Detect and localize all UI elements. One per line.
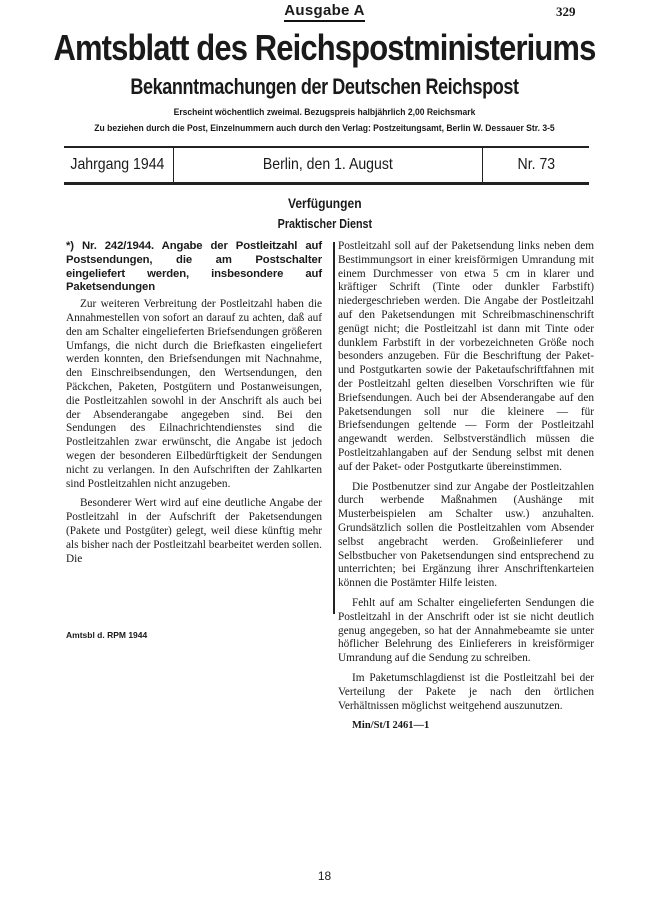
page-number-top: 329	[556, 4, 576, 19]
masthead-issue-cell	[483, 148, 589, 182]
masthead-issue-number: Nr. 73	[517, 156, 555, 173]
section-title: Verfügungen	[287, 195, 362, 211]
publication-info-frequency-price: Erscheint wöchentlich zweimal. Bezugspreis halbjährlich 2,00 Reichsmark	[173, 107, 476, 118]
edition-label: Ausgabe A	[0, 2, 649, 19]
masthead-volume: Jahrgang 1944	[70, 156, 165, 173]
section-subtitle: Praktischer Dienst	[277, 217, 372, 231]
column-divider	[333, 242, 335, 614]
publication-subtitle: Bekanntmachungen der Deutschen Reichspost	[130, 74, 519, 99]
reference-number: Min/St/I 2461—1	[352, 720, 430, 732]
article-paragraph: Besonderer Wert wird auf eine deutliche Angabe der Postleitzahl in der Aufschrift der Paketsendungen (Pakete und Postgüter) gelegt, weil diese künftig mehr als bisher nach der Postleitzahl bearbeitet werden sollen. Die	[66, 497, 322, 565]
page-number-bottom: 18	[317, 869, 332, 883]
masthead-place-date: Berlin, den 1. August	[263, 156, 393, 173]
masthead-date-cell	[174, 148, 483, 182]
article-paragraph: Zur weiteren Verbreitung der Postleitzahl haben die Annahmestellen von sofort an darauf zu achten, daß auf den am Schalter eingelieferten Briefsendungen größeren Umfangs, die nicht durch die Briefkasten eingeliefert werden konnten, den Briefsendungen mit Nachnahme, den Einschreibsendungen, den Wertsendungen, den Päckchen, Paketen, Postgütern und Postanweisungen, die Postleitzahlen sowohl in der Anschrift als auch bei der Absenderangabe angegeben sind. Bei den Sendungen des Eilnachrichtendienstes sind die Postleitzahlen zwar erwünscht, die Angabe ist jedoch wegen der besonderen Eilbedürftigkeit der Sendungen nicht zu verlangen. In den Aufschriften der Zahlkarten sind Postleitzahlen nicht anzugeben.	[66, 298, 322, 490]
article-heading: *) Nr. 242/1944. Angabe der Postleitzahl auf Postsendungen, die am Postschalter eingeliefert werden, insbesondere auf Paketsendungen	[66, 240, 322, 294]
publication-info-distribution: Zu beziehen durch die Post, Einzelnummern auch durch den Verlag: Postzeitungsamt, Berlin W. Dessauer Str. 3-5	[94, 123, 555, 134]
article-paragraph: Postleitzahl soll auf der Paketsendung links neben dem Bestimmungsort in einer kreisförmigen Umrandung mit einem Durchmesser von etwa 5 cm in klarer und kräftiger Schrift (Tinte oder dunkler Farbstift) niedergeschrieben werden. Die Angabe der Postleitzahl auf den Paketsendungen mit Schreibmaschinenschrift genügt nicht; die Postleitzahl ist dann mit Tinte oder dunklem Farbstift in der vorbezeichneten Größe noch besonders anzugeben. Für die Beschriftung der Paket- und Postgutkarten sowie der Paketaufschriftfahnen mit der Postleitzahl gelten dieselben Vorschriften wie für Briefsendungen. Auch bei der Absenderangabe auf den Paketsendungen soll nur die kleinere — für Briefsendungen geltende — Form der Postleitzahl angewandt werden. Selbstverständlich müssen die Postleitzahlangaben auf der Sendung selbst mit denen auf der Paket- oder Postgutkarte übereinstimmen.	[338, 240, 594, 473]
article-paragraph: Die Postbenutzer sind zur Angabe der Postleitzahlen durch werbende Maßnahmen (Aushänge mit Musterbeispielen am Schalter usw.) anzuhalten. Grundsätzlich sollen die Postleitzahlen vom Absender selbst angebracht werden. Großeinlieferer und Selbstbucher von Paketsendungen sind entsprechend zu unterrichten; bei Ergänzung ihrer Anschriftenkarteien können die Postämter Hilfe leisten.	[338, 480, 594, 590]
article-paragraph: Fehlt auf am Schalter eingelieferten Sendungen die Postleitzahl in der Anschrift oder ist sie nicht deutlich genug angegeben, so hat der Annahmebeamte sie unter höflicher Belehrung des Einlieferers in kreisförmiger Umrandung auf die Sendung zu schreiben.	[338, 596, 594, 665]
masthead-volume-cell	[64, 148, 174, 182]
publication-title: Amtsblatt des Reichspostministeriums	[53, 27, 596, 68]
masthead-bar	[64, 146, 589, 185]
source-note: Amtsbl d. RPM 1944	[66, 630, 148, 640]
article-column-right	[338, 240, 594, 733]
article-paragraph: Im Paketumschlagdienst ist die Postleitzahl bei der Verteilung der Pakete je nach den örtlichen Verhältnissen möglichst weitgehend auszunutzen.	[338, 671, 594, 712]
article-column-left	[66, 240, 322, 572]
